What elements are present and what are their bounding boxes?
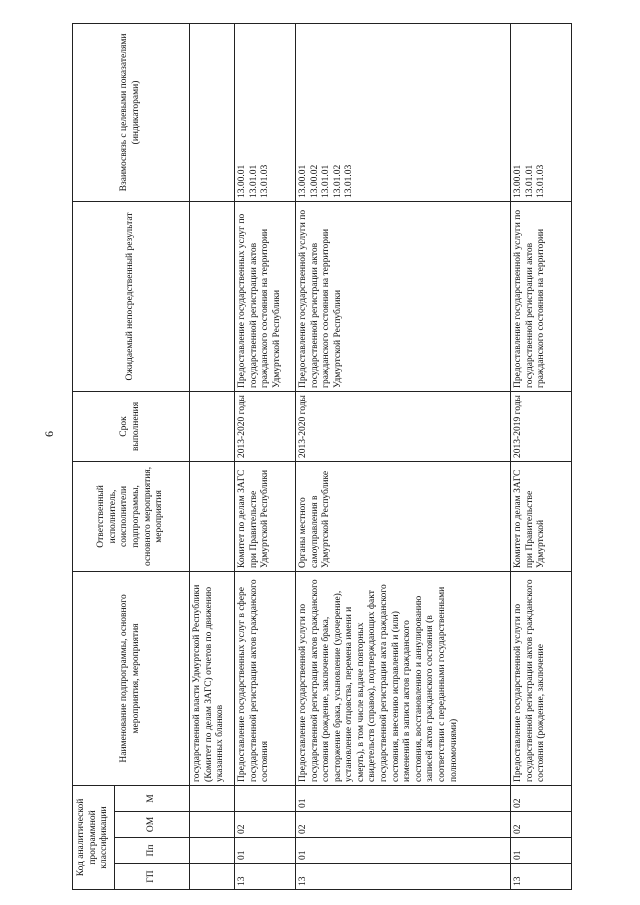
header-m: М bbox=[115, 785, 190, 811]
cell-name: Предоставление государственной услуги по государственной регистрации актов гражданского состояния (рождение, заключение брака, расторжение брака, усыновление (удочерение), установление отцовства, перемена имени и смерть), в том числе выдаче повторных свидетельств (справок), подтверждающих факт государственной регистрации акта гражданского состояния, внесению исправлений и (или) изменений в записи актов гражданского состояния, восстановлению и аннулированию записей актов гражданского состояния (в соответствии с переданными государственными полномочиями) bbox=[296, 571, 511, 785]
cell-responsible: Органы местного самоуправления в Удмуртской Республике bbox=[296, 461, 511, 571]
cell-gp: 13 bbox=[511, 864, 572, 890]
cell-term: 2013-2020 годы bbox=[296, 391, 511, 461]
header-code: Код аналитической программной классификации bbox=[73, 785, 115, 889]
cell-pp: 01 bbox=[296, 838, 511, 864]
cell-term bbox=[190, 391, 235, 461]
cell-om: 02 bbox=[511, 812, 572, 838]
cell-indicators: 13.00.01 13.01.01 13.01.03 bbox=[235, 23, 296, 201]
cell-responsible bbox=[190, 461, 235, 571]
cell-result: Предоставление государственной услуги по государственной регистрации актов гражданского состояния на территории bbox=[511, 201, 572, 391]
cell-m bbox=[235, 785, 296, 811]
document-page bbox=[72, 24, 628, 890]
header-result: Ожидаемый непосредственный результат bbox=[73, 201, 190, 391]
cell-indicators: 13.00.01 13.00.02 13.01.01 13.01.02 13.01.03 bbox=[296, 23, 511, 201]
table-row bbox=[296, 23, 511, 889]
cell-m: 01 bbox=[296, 785, 511, 811]
cell-m: 02 bbox=[511, 785, 572, 811]
table-row bbox=[235, 23, 296, 889]
header-om: ОМ bbox=[115, 812, 190, 838]
cell-term: 2013-2019 годы bbox=[511, 391, 572, 461]
program-table bbox=[72, 23, 572, 890]
header-indicators: Взаимосвязь с целевыми показателями (индикаторами) bbox=[73, 23, 190, 201]
cell-om: 02 bbox=[296, 812, 511, 838]
header-responsible: Ответственный исполнитель, соисполнители подпрограммы, основного мероприятия, мероприятия bbox=[73, 461, 190, 571]
cell-om: 02 bbox=[235, 812, 296, 838]
header-gp: ГП bbox=[115, 864, 190, 890]
cell-name: Предоставление государственной услуги по государственной регистрации актов гражданского состояния (рождение, заключение bbox=[511, 571, 572, 785]
header-name: Наименование подпрограммы, основного мероприятия, мероприятия bbox=[73, 571, 190, 785]
table-row bbox=[511, 23, 572, 889]
cell-gp: 13 bbox=[235, 864, 296, 890]
cell-om bbox=[190, 812, 235, 838]
cell-m bbox=[190, 785, 235, 811]
cell-name: Предоставление государственных услуг в сфере государственной регистрации актов гражданского состояния bbox=[235, 571, 296, 785]
cell-term: 2013-2020 годы bbox=[235, 391, 296, 461]
cell-pp bbox=[190, 838, 235, 864]
cell-result: Предоставление государственных услуг по государственной регистрации актов гражданского состояния на территории Удмуртской Республики bbox=[235, 201, 296, 391]
cell-gp bbox=[190, 864, 235, 890]
cell-indicators: 13.00.01 13.01.01 13.01.03 bbox=[511, 23, 572, 201]
cell-pp: 01 bbox=[511, 838, 572, 864]
cell-name: государственной власти Удмуртской Республики (Комитет по делам ЗАГС) отчетов по движению указанных бланков bbox=[190, 571, 235, 785]
cell-result: Предоставление государственной услуги по государственной регистрации актов гражданского состояния на территории Удмуртской Республики bbox=[296, 201, 511, 391]
header-pp: Пп bbox=[115, 838, 190, 864]
cell-responsible: Комитет по делам ЗАГС при Правительстве Удмуртской Республики bbox=[235, 461, 296, 571]
cell-pp: 01 bbox=[235, 838, 296, 864]
table-row bbox=[190, 23, 235, 889]
cell-gp: 13 bbox=[296, 864, 511, 890]
header-term: Срок выполнения bbox=[73, 391, 190, 461]
page-number: 6 bbox=[42, 431, 56, 437]
cell-responsible: Комитет по делам ЗАГС при Правительстве Удмуртской bbox=[511, 461, 572, 571]
cell-result bbox=[190, 201, 235, 391]
cell-indicators bbox=[190, 23, 235, 201]
